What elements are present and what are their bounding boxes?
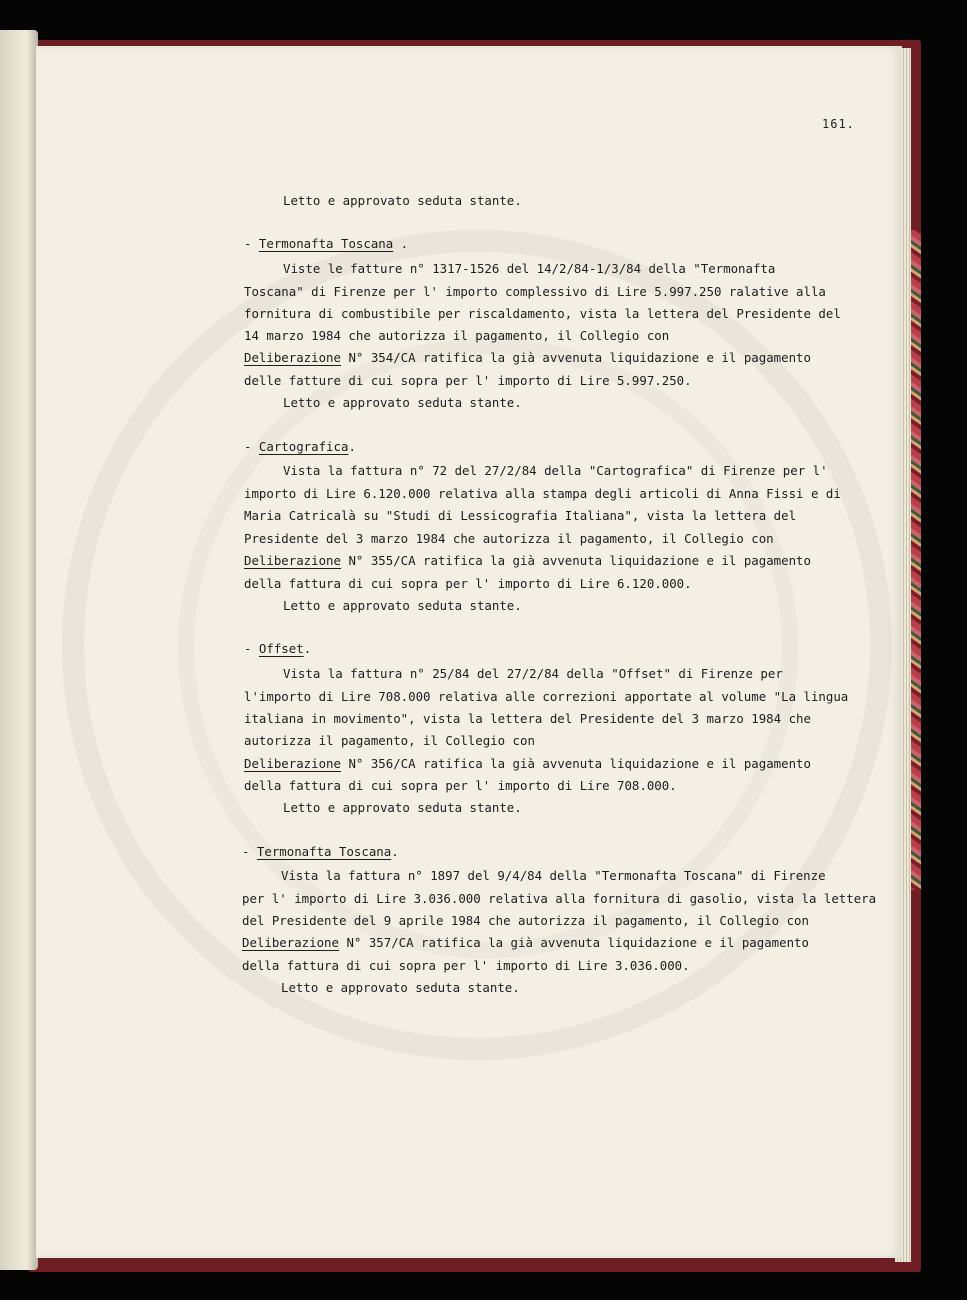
heading-title: Termonafta Toscana bbox=[256, 844, 392, 859]
heading-suffix: . bbox=[303, 641, 312, 656]
opening-approval: Letto e approvato seduta stante. bbox=[283, 193, 522, 208]
heading-suffix: . bbox=[391, 844, 399, 859]
deliberation-label: Deliberazione bbox=[244, 553, 341, 568]
heading-prefix: - bbox=[244, 439, 259, 454]
body-line: della fattura di cui sopra per l' importo di Lire 708.000. bbox=[244, 778, 677, 793]
approval-line: Letto e approvato seduta stante. bbox=[283, 800, 522, 815]
heading-title: Cartografica bbox=[258, 439, 349, 454]
heading-prefix: - bbox=[242, 844, 257, 859]
deliberation-line bbox=[244, 555, 811, 567]
deliberation-text: N° 356/CA ratifica la già avvenuta liquidazione e il pagamento bbox=[340, 756, 811, 771]
section-heading bbox=[244, 441, 356, 453]
left-page-edge bbox=[0, 30, 38, 1270]
deliberation-text: N° 355/CA ratifica la già avvenuta liquidazione e il pagamento bbox=[340, 553, 811, 568]
body-line: del Presidente del 9 aprile 1984 che autorizza il pagamento, il Collegio con bbox=[242, 913, 809, 928]
heading-suffix: . bbox=[348, 439, 356, 454]
heading-title: Termonafta Toscana bbox=[258, 236, 394, 251]
deliberation-line bbox=[244, 758, 811, 770]
heading-prefix: - bbox=[244, 641, 259, 656]
body-line: Presidente del 3 marzo 1984 che autorizza il pagamento, il Collegio con bbox=[244, 531, 774, 546]
body-line: per l' importo di Lire 3.036.000 relativa alla fornitura di gasolio, vista la lettera bbox=[242, 891, 877, 906]
section-heading bbox=[242, 846, 399, 858]
deliberation-label: Deliberazione bbox=[244, 350, 341, 365]
deliberation-text: N° 357/CA ratifica la già avvenuta liquidazione e il pagamento bbox=[338, 935, 809, 950]
approval-line: Letto e approvato seduta stante. bbox=[281, 980, 520, 995]
body-line: delle fatture di cui sopra per l' importo di Lire 5.997.250. bbox=[244, 373, 692, 388]
body-line: Vista la fattura n° 1897 del 9/4/84 della "Termonafta Toscana" di Firenze bbox=[281, 868, 826, 883]
deliberation-label: Deliberazione bbox=[244, 756, 341, 771]
body-line: Viste le fatture n° 1317-1526 del 14/2/84-1/3/84 della "Termonafta bbox=[283, 261, 776, 276]
body-line: della fattura di cui sopra per l' importo di Lire 6.120.000. bbox=[244, 576, 692, 591]
body-line: Vista la fattura n° 72 del 27/2/84 della "Cartografica" di Firenze per l' bbox=[283, 463, 828, 478]
heading-suffix: . bbox=[393, 236, 409, 251]
body-line: italiana in movimento", vista la lettera del Presidente del 3 marzo 1984 che bbox=[244, 711, 811, 726]
body-line: Vista la fattura n° 25/84 del 27/2/84 della "Offset" di Firenze per bbox=[283, 666, 783, 681]
deliberation-text: N° 354/CA ratifica la già avvenuta liquidazione e il pagamento bbox=[340, 350, 811, 365]
body-line: della fattura di cui sopra per l' importo di Lire 3.036.000. bbox=[242, 958, 690, 973]
heading-prefix: - bbox=[244, 236, 259, 251]
body-line: autorizza il pagamento, il Collegio con bbox=[244, 733, 535, 748]
body-line: l'importo di Lire 708.000 relativa alle correzioni apportate al volume "La lingua bbox=[244, 689, 849, 704]
body-line: 14 marzo 1984 che autorizza il pagamento, il Collegio con bbox=[244, 328, 670, 343]
approval-line: Letto e approvato seduta stante. bbox=[283, 395, 522, 410]
deliberation-line bbox=[244, 352, 811, 364]
deliberation-label: Deliberazione bbox=[242, 935, 339, 950]
body-line: Toscana" di Firenze per l' importo complessivo di Lire 5.997.250 ralative alla bbox=[244, 284, 826, 299]
page-number: 161. bbox=[822, 117, 855, 131]
section-heading bbox=[244, 238, 408, 250]
body-line: Maria Catricalà su "Studi di Lessicografia Italiana", vista la lettera del bbox=[244, 508, 797, 523]
approval-line: Letto e approvato seduta stante. bbox=[283, 598, 522, 613]
section-heading bbox=[244, 643, 311, 655]
body-line: fornitura di combustibile per riscaldamento, vista la lettera del Presidente del bbox=[244, 306, 841, 321]
deliberation-line bbox=[242, 937, 809, 949]
body-line: importo di Lire 6.120.000 relativa alla stampa degli articoli di Anna Fissi e di bbox=[244, 486, 841, 501]
heading-title: Offset bbox=[258, 641, 304, 656]
